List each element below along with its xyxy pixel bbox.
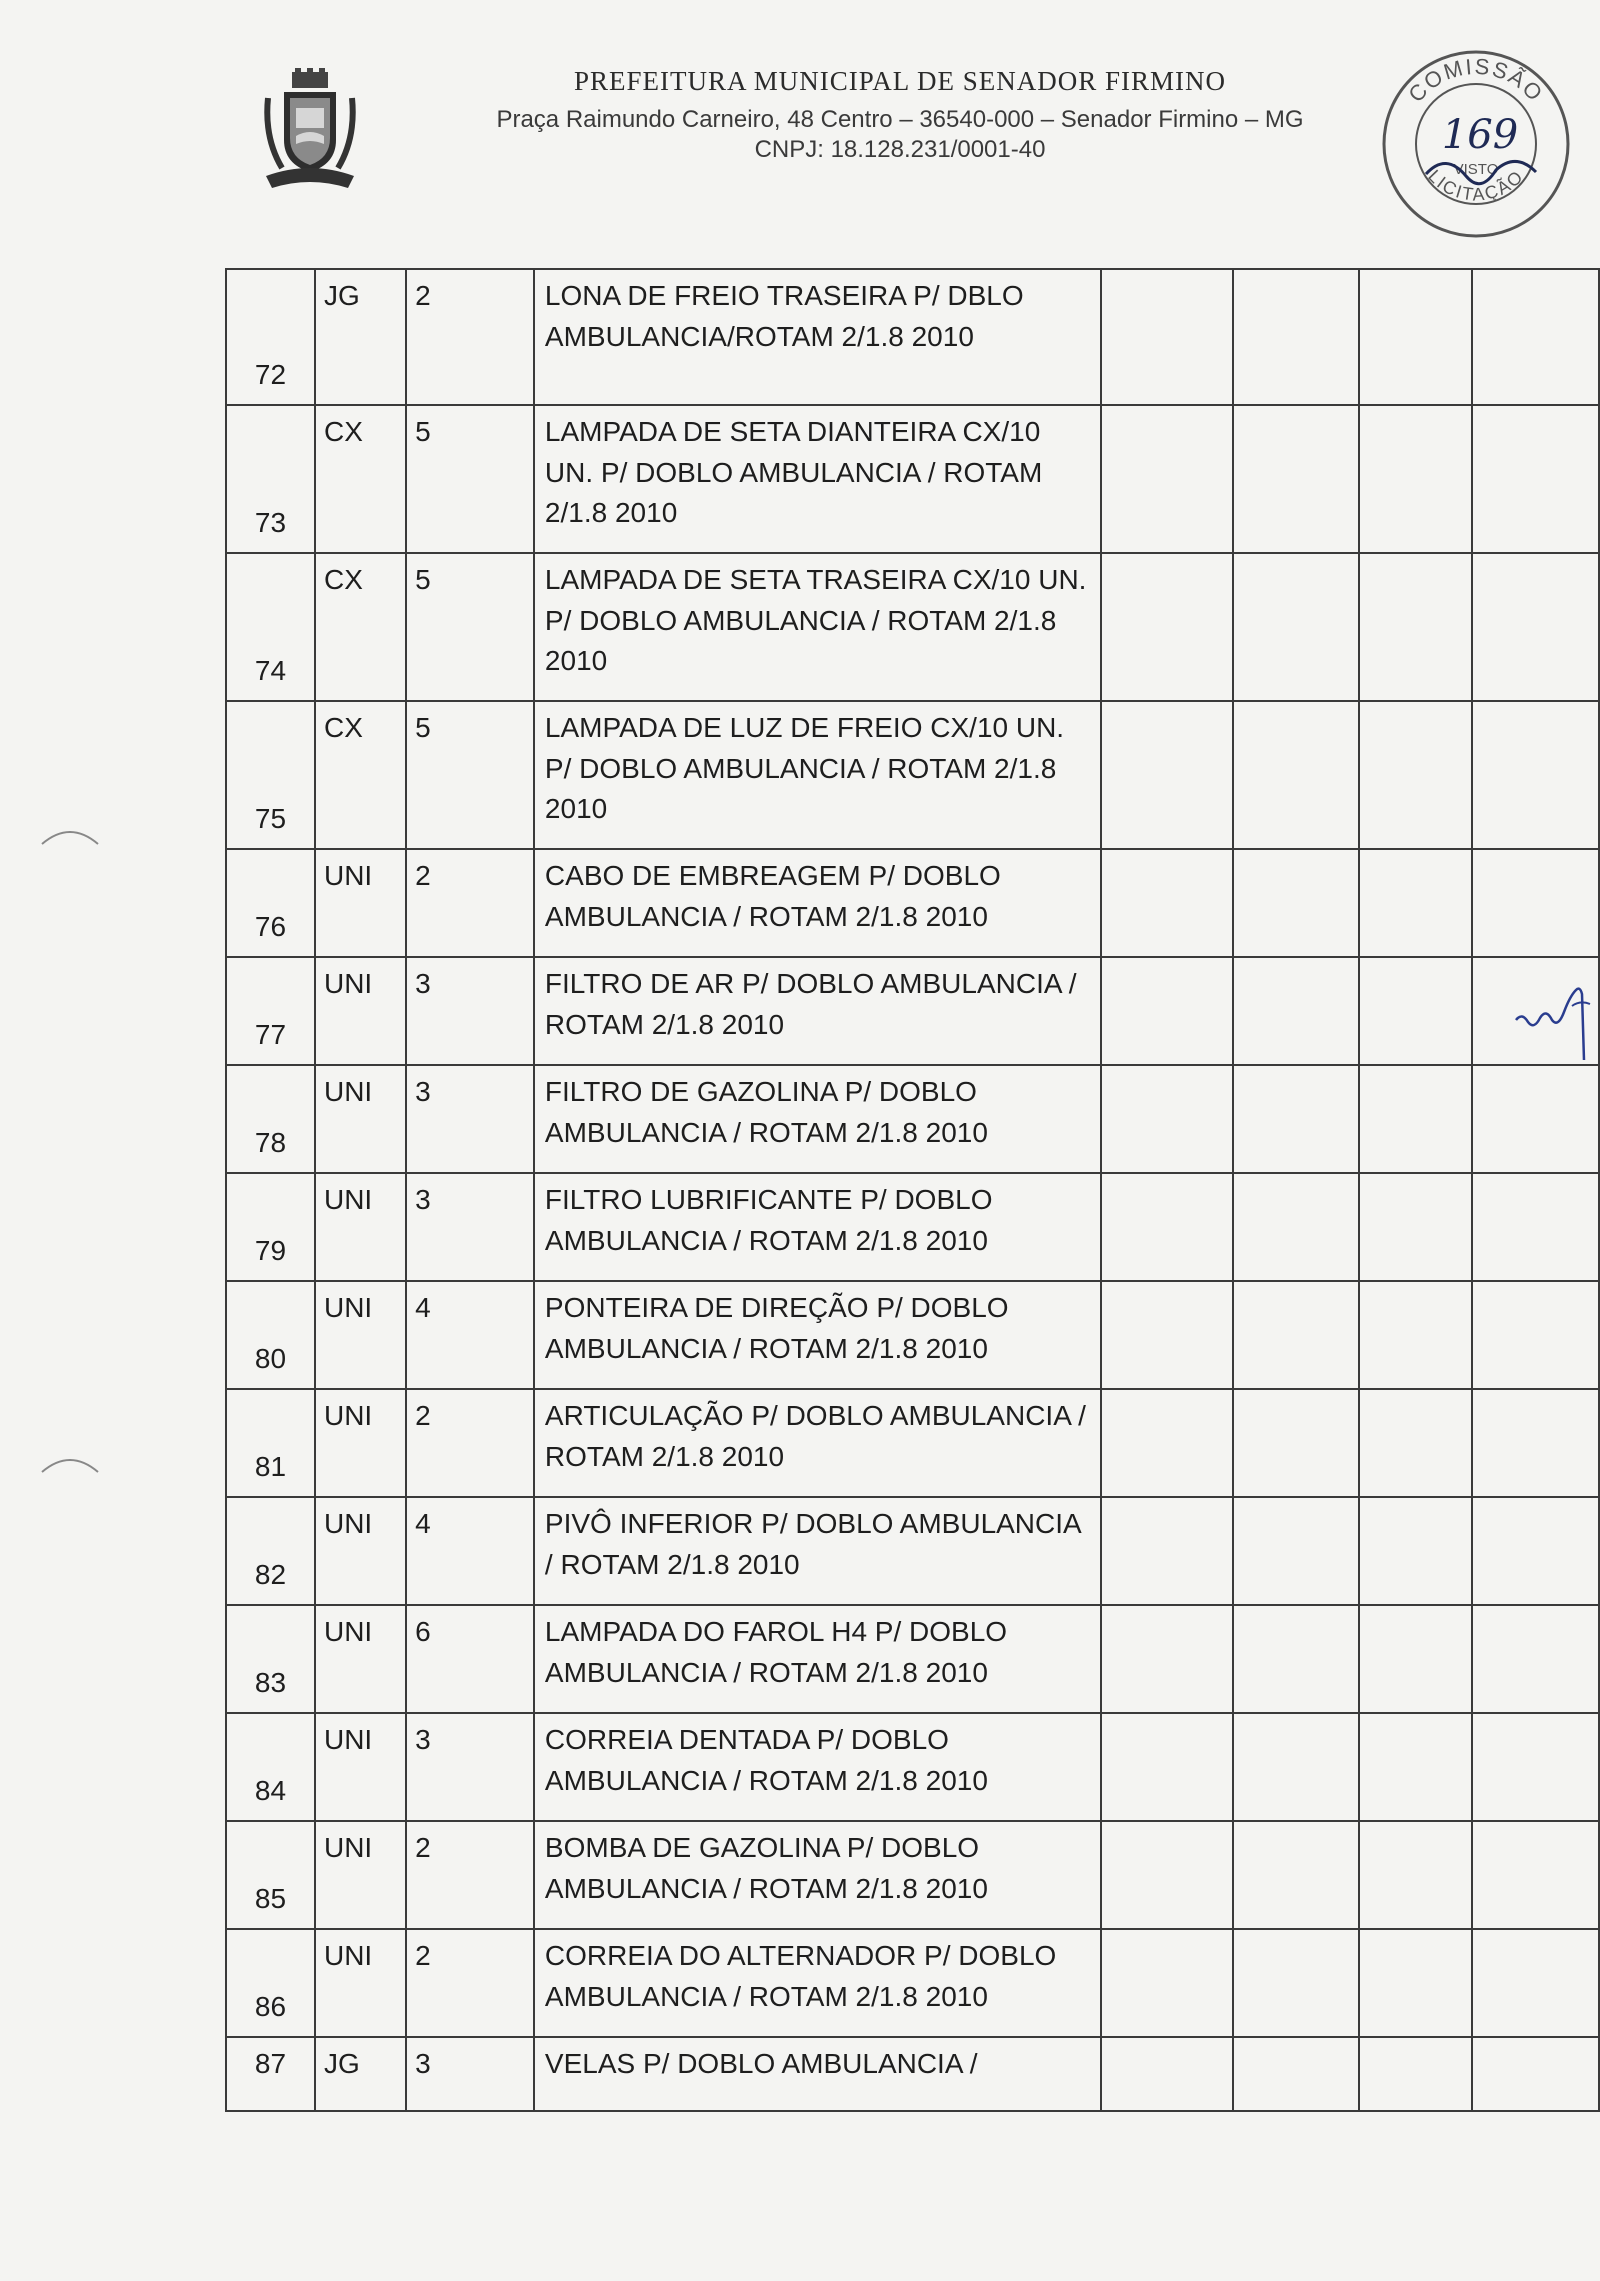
table-row	[226, 957, 1599, 1065]
unit-cell: UNI	[315, 1497, 406, 1605]
unit-price-cell	[1233, 1713, 1360, 1821]
unit-price-cell	[1233, 1605, 1360, 1713]
unit-price-cell	[1233, 1389, 1360, 1497]
unit-cell: UNI	[315, 1713, 406, 1821]
total-price-cell	[1359, 1929, 1472, 2037]
brand-cell	[1101, 1281, 1232, 1389]
stamp-page-number: 169	[1441, 112, 1519, 158]
quantity-cell: 5	[406, 405, 534, 553]
unit-price-cell	[1233, 405, 1360, 553]
total-price-cell	[1359, 1713, 1472, 1821]
blank-cell	[1472, 1497, 1599, 1605]
quantity-cell: 2	[406, 1389, 534, 1497]
description-cell: ARTICULAÇÃO P/ DOBLO AMBULANCIA / ROTAM 2/1.8 2010	[534, 1389, 1101, 1497]
item-number-cell: 76	[226, 849, 315, 957]
table-row	[226, 1929, 1599, 2037]
brand-cell	[1101, 701, 1232, 849]
blank-cell	[1472, 269, 1599, 405]
brand-cell	[1101, 553, 1232, 701]
unit-price-cell	[1233, 1821, 1360, 1929]
blank-cell	[1472, 1821, 1599, 1929]
brand-cell	[1101, 1065, 1232, 1173]
header-title: PREFEITURA MUNICIPAL DE SENADOR FIRMINO	[573, 66, 1227, 96]
description-cell: VELAS P/ DOBLO AMBULANCIA /	[534, 2037, 1101, 2111]
quantity-cell: 3	[406, 1713, 534, 1821]
unit-cell: UNI	[315, 1929, 406, 2037]
item-number-cell: 75	[226, 701, 315, 849]
quantity-cell: 2	[406, 1929, 534, 2037]
table-row	[226, 269, 1599, 405]
description-cell: LAMPADA DO FAROL H4 P/ DOBLO AMBULANCIA / ROTAM 2/1.8 2010	[534, 1605, 1101, 1713]
unit-price-cell	[1233, 1065, 1360, 1173]
brand-cell	[1101, 269, 1232, 405]
unit-cell: CX	[315, 701, 406, 849]
svg-text:COMISSÃO	[1403, 54, 1548, 107]
binder-hole-mark-icon	[40, 826, 100, 846]
binder-hole-mark-icon	[40, 1454, 100, 1474]
description-cell: CABO DE EMBREAGEM P/ DOBLO AMBULANCIA / ROTAM 2/1.8 2010	[534, 849, 1101, 957]
blank-cell	[1472, 849, 1599, 957]
unit-price-cell	[1233, 957, 1360, 1065]
unit-cell: UNI	[315, 1821, 406, 1929]
description-cell: FILTRO DE AR P/ DOBLO AMBULANCIA / ROTAM 2/1.8 2010	[534, 957, 1101, 1065]
blank-cell	[1472, 1389, 1599, 1497]
table-row	[226, 553, 1599, 701]
unit-cell: UNI	[315, 957, 406, 1065]
document-header	[0, 0, 1600, 240]
brand-cell	[1101, 1821, 1232, 1929]
quantity-cell: 2	[406, 269, 534, 405]
description-cell: BOMBA DE GAZOLINA P/ DOBLO AMBULANCIA / ROTAM 2/1.8 2010	[534, 1821, 1101, 1929]
total-price-cell	[1359, 2037, 1472, 2111]
blank-cell	[1472, 1605, 1599, 1713]
blank-cell	[1472, 405, 1599, 553]
description-cell: LAMPADA DE SETA DIANTEIRA CX/10 UN. P/ DOBLO AMBULANCIA / ROTAM 2/1.8 2010	[534, 405, 1101, 553]
item-number-cell: 87	[226, 2037, 315, 2111]
description-cell: CORREIA DO ALTERNADOR P/ DOBLO AMBULANCIA / ROTAM 2/1.8 2010	[534, 1929, 1101, 2037]
quantity-cell: 5	[406, 701, 534, 849]
total-price-cell	[1359, 1497, 1472, 1605]
quantity-cell: 3	[406, 957, 534, 1065]
table-row	[226, 1173, 1599, 1281]
unit-cell: UNI	[315, 849, 406, 957]
unit-price-cell	[1233, 1173, 1360, 1281]
unit-price-cell	[1233, 1497, 1360, 1605]
unit-cell: CX	[315, 553, 406, 701]
blank-cell	[1472, 1065, 1599, 1173]
unit-cell: CX	[315, 405, 406, 553]
unit-price-cell	[1233, 2037, 1360, 2111]
table-row	[226, 1497, 1599, 1605]
total-price-cell	[1359, 1389, 1472, 1497]
brand-cell	[1101, 957, 1232, 1065]
blank-cell	[1472, 1929, 1599, 2037]
item-number-cell: 80	[226, 1281, 315, 1389]
total-price-cell	[1359, 1605, 1472, 1713]
description-cell: PIVÔ INFERIOR P/ DOBLO AMBULANCIA / ROTAM 2/1.8 2010	[534, 1497, 1101, 1605]
unit-cell: UNI	[315, 1065, 406, 1173]
quantity-cell: 4	[406, 1497, 534, 1605]
blank-cell	[1472, 553, 1599, 701]
signature-icon	[1510, 960, 1600, 1070]
item-number-cell: 86	[226, 1929, 315, 2037]
description-cell: LONA DE FREIO TRASEIRA P/ DBLO AMBULANCIA/ROTAM 2/1.8 2010	[534, 269, 1101, 405]
blank-cell	[1472, 701, 1599, 849]
description-cell: LAMPADA DE SETA TRASEIRA CX/10 UN. P/ DOBLO AMBULANCIA / ROTAM 2/1.8 2010	[534, 553, 1101, 701]
total-price-cell	[1359, 553, 1472, 701]
unit-cell: JG	[315, 269, 406, 405]
unit-price-cell	[1233, 1929, 1360, 2037]
table-row	[226, 849, 1599, 957]
unit-price-cell	[1233, 1281, 1360, 1389]
header-address: Praça Raimundo Carneiro, 48 Centro – 36540-000 – Senador Firmino – MG	[496, 106, 1304, 133]
item-number-cell: 82	[226, 1497, 315, 1605]
quantity-cell: 4	[406, 1281, 534, 1389]
table-row	[226, 1713, 1599, 1821]
total-price-cell	[1359, 405, 1472, 553]
quantity-cell: 3	[406, 2037, 534, 2111]
table-row	[226, 2037, 1599, 2111]
table-row	[226, 1065, 1599, 1173]
unit-cell: UNI	[315, 1389, 406, 1497]
brand-cell	[1101, 1173, 1232, 1281]
unit-price-cell	[1233, 849, 1360, 957]
brand-cell	[1101, 1929, 1232, 2037]
quantity-cell: 3	[406, 1173, 534, 1281]
unit-price-cell	[1233, 701, 1360, 849]
brand-cell	[1101, 1605, 1232, 1713]
stamp-visto: VISTO	[1453, 161, 1499, 178]
commission-stamp-icon	[1376, 44, 1576, 244]
total-price-cell	[1359, 1065, 1472, 1173]
stamp-top-text: COMISSÃO	[1403, 53, 1549, 108]
blank-cell	[1472, 1713, 1599, 1821]
description-cell: FILTRO DE GAZOLINA P/ DOBLO AMBULANCIA / ROTAM 2/1.8 2010	[534, 1065, 1101, 1173]
table-row	[226, 701, 1599, 849]
unit-cell: UNI	[315, 1281, 406, 1389]
quantity-cell: 5	[406, 553, 534, 701]
item-number-cell: 85	[226, 1821, 315, 1929]
stamp-bottom-text: LICITAÇÃO	[1424, 165, 1528, 205]
header-cnpj: CNPJ: 18.128.231/0001-40	[754, 136, 1046, 163]
total-price-cell	[1359, 1821, 1472, 1929]
item-number-cell: 79	[226, 1173, 315, 1281]
items-table-body	[226, 269, 1599, 2111]
total-price-cell	[1359, 269, 1472, 405]
total-price-cell	[1359, 1173, 1472, 1281]
brand-cell	[1101, 1497, 1232, 1605]
coat-of-arms-icon	[262, 68, 358, 190]
table-row	[226, 1605, 1599, 1713]
item-number-cell: 81	[226, 1389, 315, 1497]
item-number-cell: 77	[226, 957, 315, 1065]
brand-cell	[1101, 1713, 1232, 1821]
description-cell: CORREIA DENTADA P/ DOBLO AMBULANCIA / ROTAM 2/1.8 2010	[534, 1713, 1101, 1821]
brand-cell	[1101, 1389, 1232, 1497]
brand-cell	[1101, 849, 1232, 957]
quantity-cell: 2	[406, 1821, 534, 1929]
unit-cell: JG	[315, 2037, 406, 2111]
table-row	[226, 405, 1599, 553]
blank-cell	[1472, 2037, 1599, 2111]
total-price-cell	[1359, 849, 1472, 957]
item-number-cell: 84	[226, 1713, 315, 1821]
total-price-cell	[1359, 701, 1472, 849]
unit-cell: UNI	[315, 1173, 406, 1281]
item-number-cell: 74	[226, 553, 315, 701]
quantity-cell: 6	[406, 1605, 534, 1713]
blank-cell	[1472, 1173, 1599, 1281]
item-number-cell: 72	[226, 269, 315, 405]
item-number-cell: 78	[226, 1065, 315, 1173]
table-row	[226, 1389, 1599, 1497]
description-cell: LAMPADA DE LUZ DE FREIO CX/10 UN. P/ DOBLO AMBULANCIA / ROTAM 2/1.8 2010	[534, 701, 1101, 849]
description-cell: PONTEIRA DE DIREÇÃO P/ DOBLO AMBULANCIA / ROTAM 2/1.8 2010	[534, 1281, 1101, 1389]
brand-cell	[1101, 2037, 1232, 2111]
total-price-cell	[1359, 957, 1472, 1065]
quantity-cell: 3	[406, 1065, 534, 1173]
total-price-cell	[1359, 1281, 1472, 1389]
description-cell: FILTRO LUBRIFICANTE P/ DOBLO AMBULANCIA / ROTAM 2/1.8 2010	[534, 1173, 1101, 1281]
unit-price-cell	[1233, 553, 1360, 701]
blank-cell	[1472, 1281, 1599, 1389]
unit-price-cell	[1233, 269, 1360, 405]
brand-cell	[1101, 405, 1232, 553]
items-table	[225, 268, 1600, 2112]
unit-cell: UNI	[315, 1605, 406, 1713]
table-row	[226, 1821, 1599, 1929]
item-number-cell: 73	[226, 405, 315, 553]
table-row	[226, 1281, 1599, 1389]
item-number-cell: 83	[226, 1605, 315, 1713]
quantity-cell: 2	[406, 849, 534, 957]
